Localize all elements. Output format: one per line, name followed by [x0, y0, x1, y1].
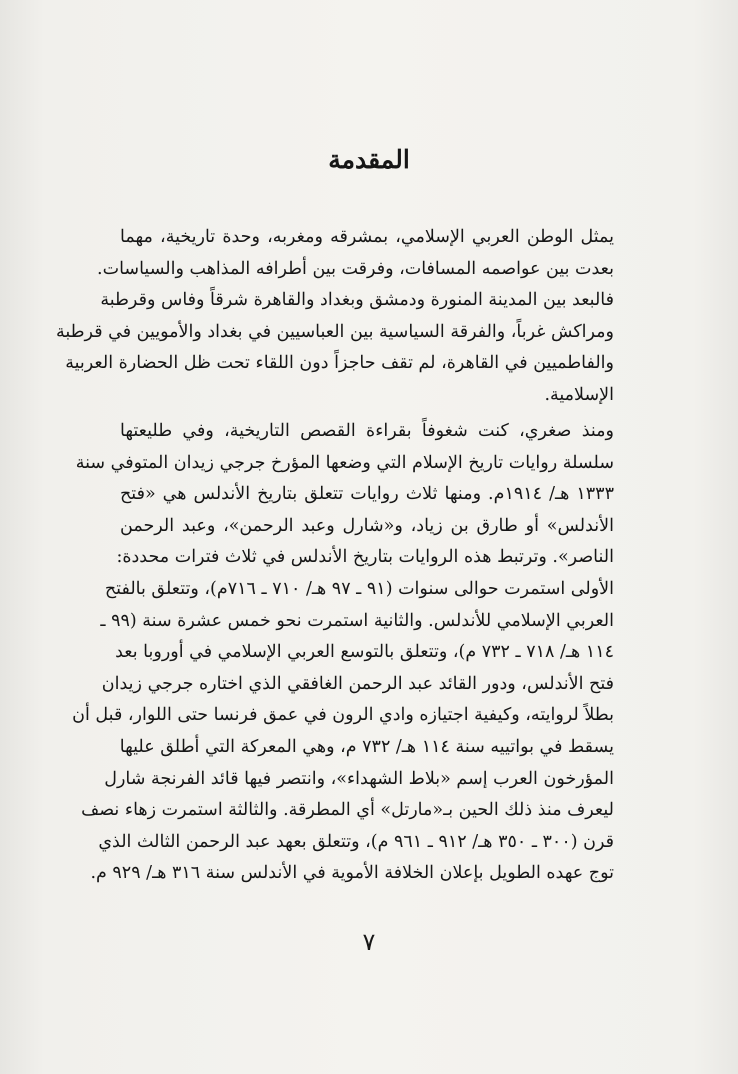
text-line: فتح الأندلس، ودور القائد عبد الرحمن الغافقي الذي اختاره جرجي زيدان	[101, 673, 614, 694]
text-line: ليعرف منذ ذلك الحين بـ«مارتل» أي المطرقة. والثالثة استمرت زهاء نصف	[81, 800, 614, 821]
text-line: بعدت بين عواصمه المسافات، وفرقت بين أطرافه المذاهب والسياسات.	[97, 258, 614, 279]
text-line: ١١٤ هـ/ ٧١٨ ـ ٧٣٢ م)، وتتعلق بالتوسع العربي الإسلامي في أوروبا بعد	[115, 642, 614, 663]
text-line: الأندلس» أو طارق بن زياد، و«شارل وعبد الرحمن»، وعبد الرحمن	[120, 515, 614, 536]
text-line: الناصر». وترتبط هذه الروايات بتاريخ الأندلس في ثلاث فترات محددة:	[116, 547, 614, 568]
text-line: ومنذ صغري، كنت شغوفاً بقراءة القصص التاريخية، وفي طليعتها	[120, 421, 614, 441]
text-line: ١٣٣٣ هـ/ ١٩١٤م. ومنها ثلاث روايات تتعلق بتاريخ الأندلس هي «فتح	[120, 484, 614, 505]
paragraph-2	[72, 416, 614, 890]
text-line: توج عهده الطويل بإعلان الخلافة الأموية في الأندلس سنة ٣١٦ هـ/ ٩٢٩ م.	[90, 863, 614, 884]
page-number: ٧	[362, 928, 376, 956]
text-line: يسقط في بواتييه سنة ١١٤ هـ/ ٧٣٢ م، وهي المعركة التي أطلق عليها	[119, 736, 614, 757]
text-line: يمثل الوطن العربي الإسلامي، بمشرقه ومغربه، وحدة تاريخية، مهما	[120, 227, 614, 247]
page-title: المقدمة	[328, 145, 410, 174]
text-line: بطلاً لروايته، وكيفية اجتيازه وادي الرون في عمق فرنسا حتى اللوار، قبل أن	[72, 705, 614, 726]
text-line: المؤرخون العرب إسم «بلاط الشهداء»، وانتصر فيها قائد الفرنجة شارل	[104, 768, 614, 789]
text-line: قرن (٣٠٠ ـ ٣٥٠ هـ/ ٩١٢ ـ ٩٦١ م)، وتتعلق بعهد عبد الرحمن الثالث الذي	[98, 831, 614, 852]
text-line: الإسلامية.	[544, 384, 614, 405]
text-line: والفاطميين في القاهرة، لم تقف حاجزاً دون اللقاء تحت ظل الحضارة العربية	[65, 353, 614, 374]
text-line: ومراكش غرباً، والفرقة السياسية بين العباسيين في بغداد والأمويين في قرطبة	[55, 321, 614, 342]
text-line: الأولى استمرت حوالى سنوات (٩١ ـ ٩٧ هـ/ ٧١٠ ـ ٧١٦م)، وتتعلق بالفتح	[104, 578, 614, 599]
paragraph-1	[55, 222, 614, 412]
text-line: سلسلة روايات تاريخ الإسلام التي وضعها المؤرخ جرجي زيدان المتوفي سنة	[75, 452, 614, 473]
text-line: العربي الإسلامي للأندلس. والثانية استمرت نحو خمس عشرة سنة (٩٩ ـ	[100, 610, 614, 631]
text-line: فالبعد بين المدينة المنورة ودمشق وبغداد والقاهرة شرقاً وفاس وقرطبة	[100, 290, 614, 311]
